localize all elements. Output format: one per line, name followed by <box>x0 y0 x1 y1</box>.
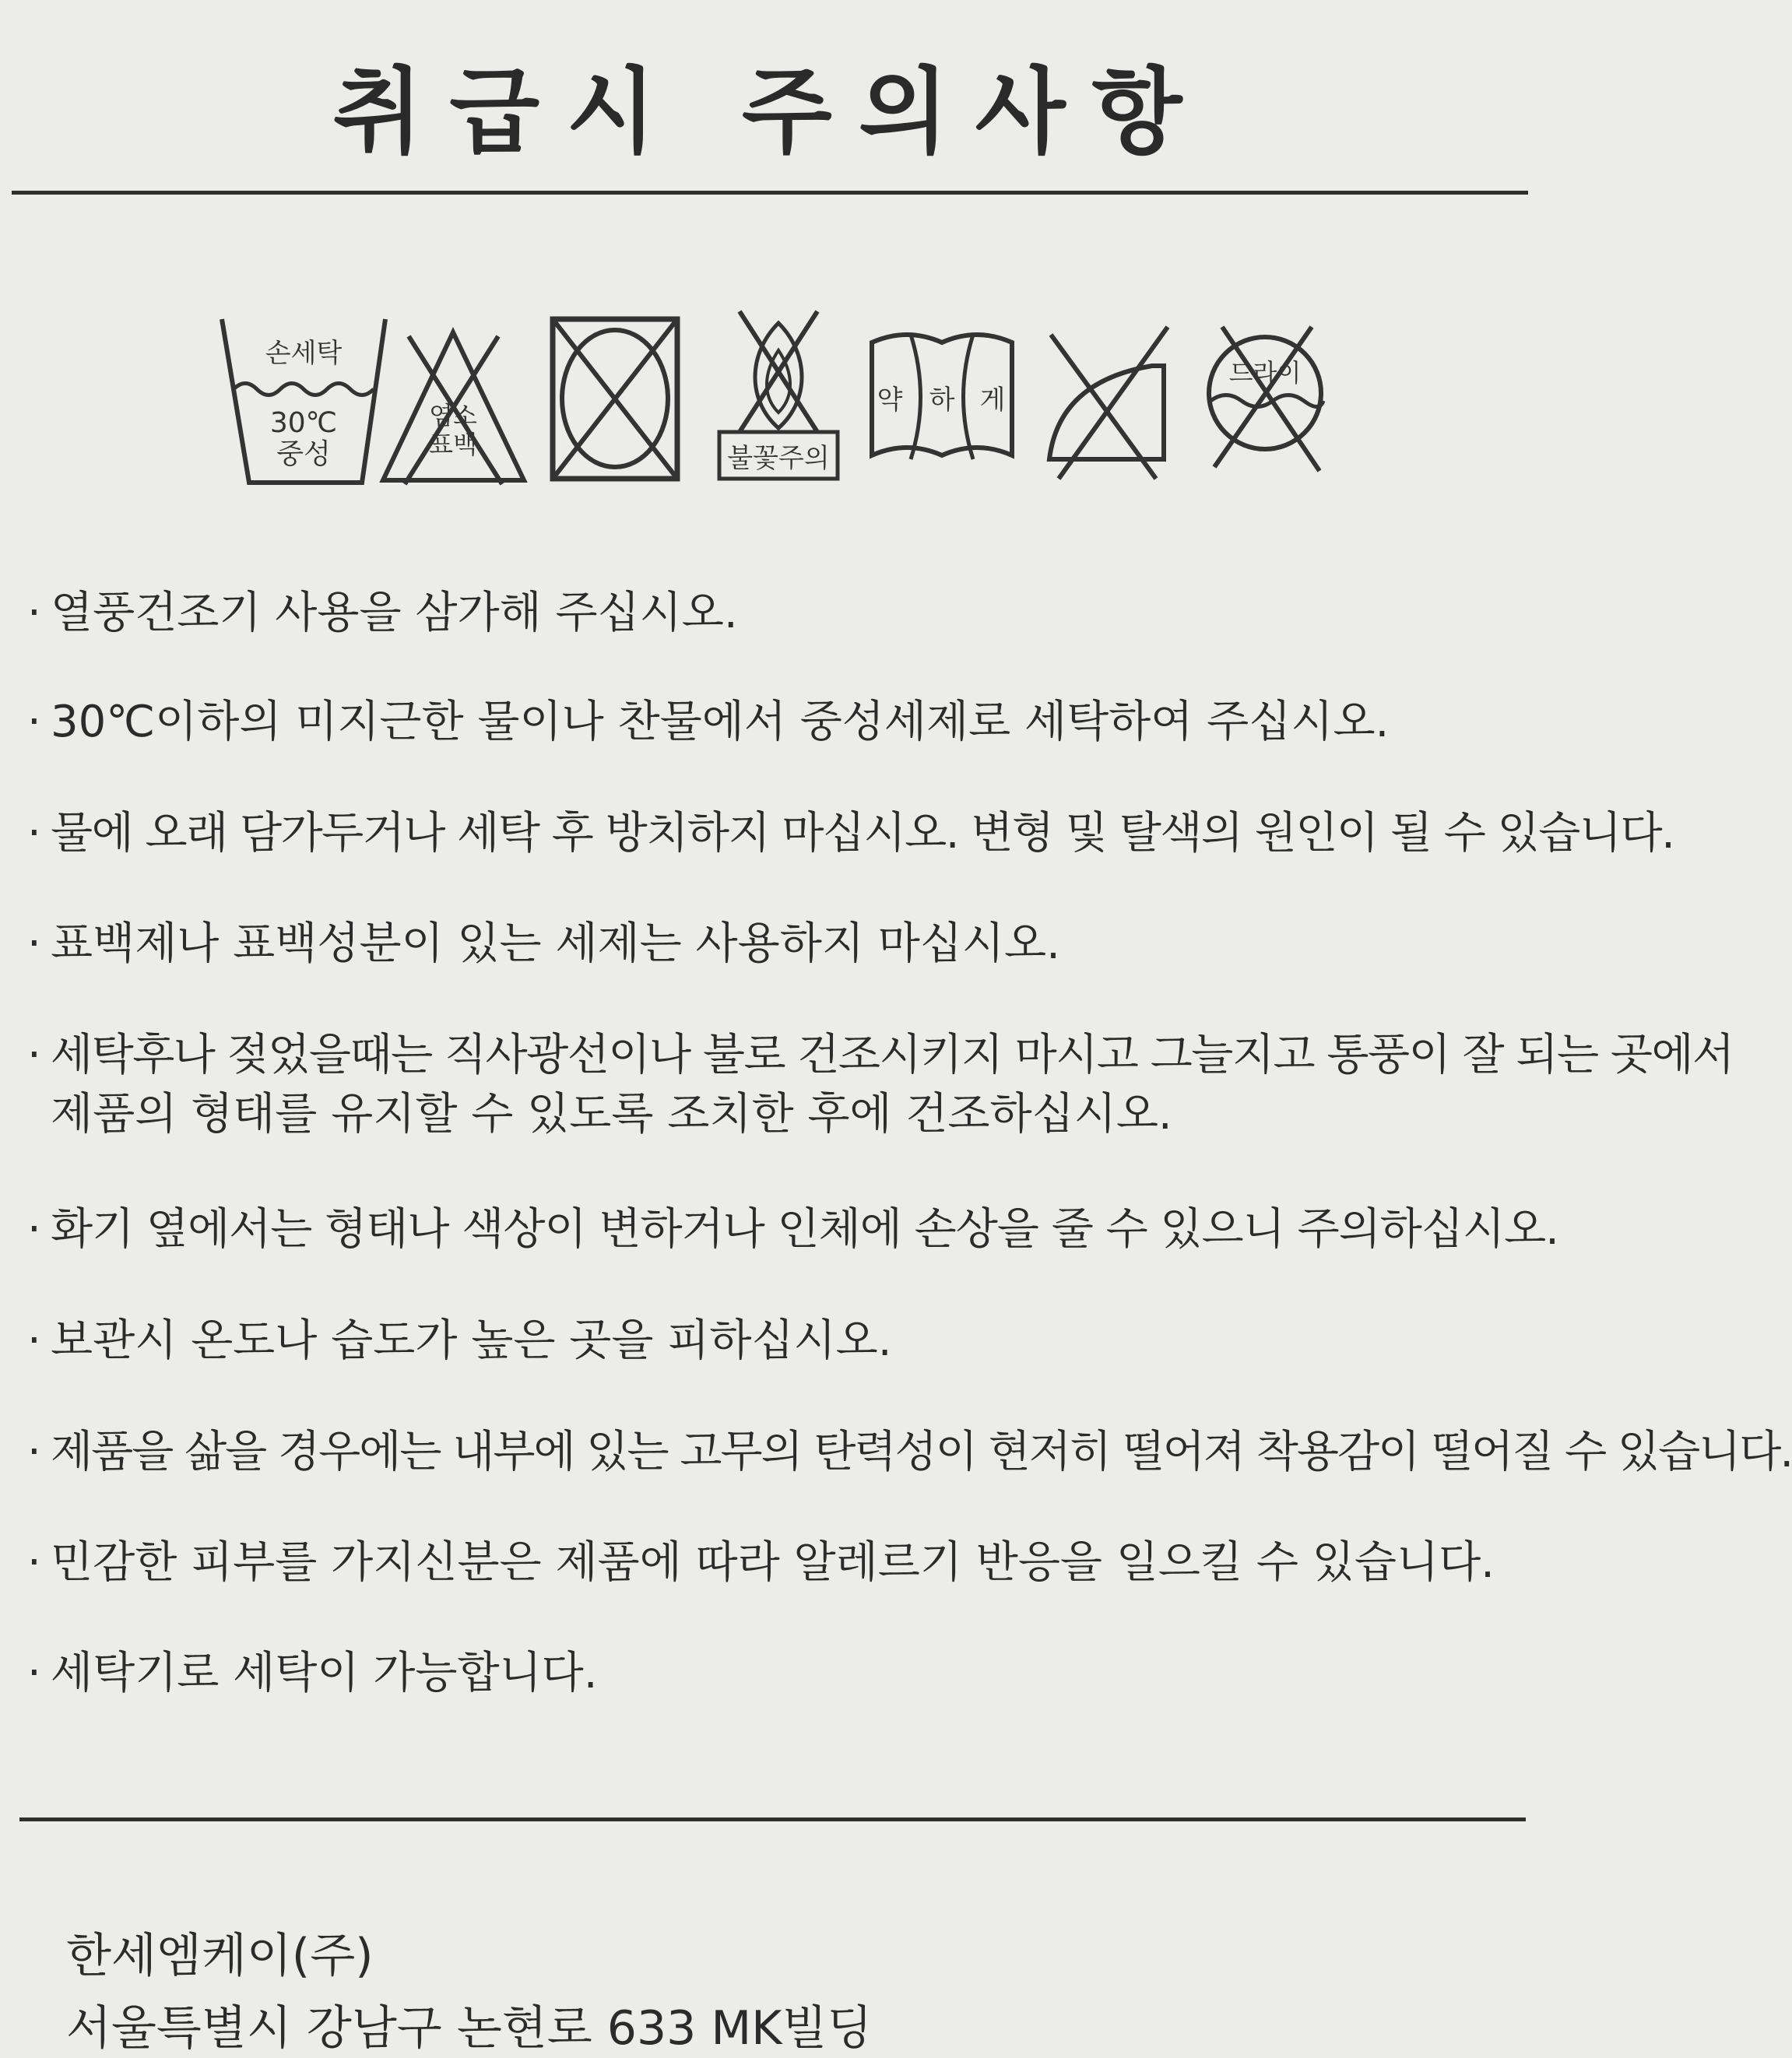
wring-label-2: 하 <box>929 385 955 416</box>
care-note <box>27 915 1530 974</box>
note-text: 물에 오래 담가두거나 세탁 후 방치하지 마십시오. 변형 및 탈색의 원인이 될 수 있습니다. <box>51 808 1674 859</box>
page-title: 취급시 주의사항 <box>332 58 1209 167</box>
care-note <box>27 804 1674 863</box>
no-chlorine-bleach-icon <box>378 325 529 490</box>
note-text: 세탁후나 젖었을때는 직사광선이나 불로 건조시키지 마시고 그늘지고 통풍이 잘 되는 곳에서 <box>51 1030 1734 1080</box>
note-text: 제품을 삶을 경우에는 내부에 있는 고무의 탄력성이 현저히 떨어져 착용감이 떨어질 수 있습니다. <box>51 1427 1792 1477</box>
bullet: · <box>27 1537 41 1588</box>
note-text: 보관시 온도나 습도가 높은 곳을 피하십시오. <box>51 1315 892 1366</box>
flammable-caution-icon <box>716 307 841 483</box>
bullet: · <box>27 918 41 969</box>
hand-wash-neutral: 중성 <box>276 438 331 470</box>
care-symbols <box>0 307 1557 494</box>
hand-wash-temp: 30℃ <box>269 407 338 439</box>
note-text: 민감한 피부를 가지신분은 제품에 따라 알레르기 반응을 일으킬 수 있습니다. <box>51 1537 1495 1588</box>
no-tumble-dry-icon <box>549 315 681 486</box>
bleach-label-bottom: 표백 <box>429 430 477 459</box>
wring-label-1: 약 <box>877 385 903 416</box>
bullet: · <box>27 1204 41 1255</box>
company-name: 한세엠케이(주) <box>66 1929 374 1983</box>
care-note <box>27 693 1530 752</box>
care-note <box>27 1423 1792 1482</box>
top-divider <box>12 191 1528 195</box>
care-note <box>27 1644 1530 1703</box>
note-text: 30℃이하의 미지근한 물이나 찬물에서 중성세제로 세탁하여 주십시오. <box>51 697 1390 747</box>
care-note <box>27 1026 1734 1144</box>
bullet: · <box>27 1315 41 1366</box>
bullet: · <box>27 808 41 859</box>
care-note <box>27 1533 1530 1593</box>
dry-label: 드라이 <box>1228 358 1302 388</box>
flammable-label: 불꽃주의 <box>727 443 830 474</box>
bullet: · <box>27 1030 41 1080</box>
note-text: 세탁기로 세탁이 가능합니다. <box>51 1648 598 1698</box>
care-note <box>27 1312 1530 1371</box>
no-iron-icon <box>1043 319 1172 486</box>
note-text: 제품의 형태를 유지할 수 있도록 조치한 후에 건조하십시오. <box>51 1089 1172 1140</box>
bullet: · <box>27 1648 41 1698</box>
bottom-divider <box>19 1817 1526 1821</box>
bullet: · <box>27 1427 41 1477</box>
note-text: 화기 옆에서는 형태나 색상이 변하거나 인체에 손상을 줄 수 있으니 주의하십시오. <box>51 1204 1558 1255</box>
bullet: · <box>27 697 41 747</box>
care-note <box>27 1200 1558 1259</box>
hand-wash-icon <box>218 315 389 494</box>
no-dry-clean-icon <box>1203 315 1327 486</box>
note-text: 열풍건조기 사용을 삼가해 주십시오. <box>51 588 738 638</box>
care-note <box>27 584 1530 643</box>
company-address: 서울특별시 강남구 논현로 633 MK빌딩 <box>66 2001 873 2056</box>
gentle-wring-icon <box>868 331 1016 467</box>
wring-label-3: 게 <box>979 385 1006 416</box>
hand-wash-label: 손세탁 <box>265 338 343 369</box>
bleach-label-top: 염소 <box>429 401 477 430</box>
note-text: 표백제나 표백성분이 있는 세제는 사용하지 마십시오. <box>51 918 1060 969</box>
bullet: · <box>27 588 41 638</box>
